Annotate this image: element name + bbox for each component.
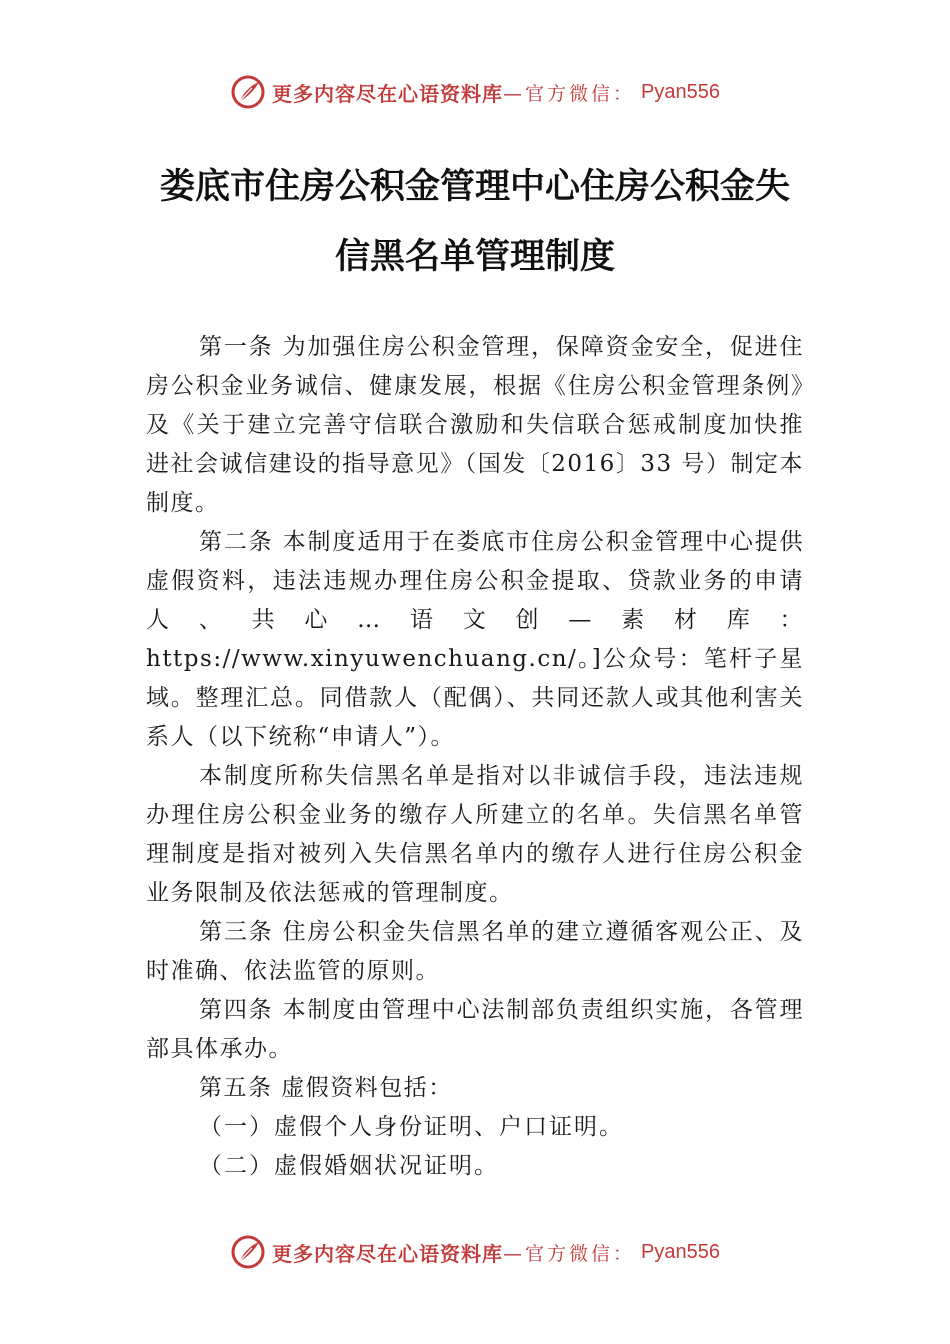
banner-slogan: 更多内容尽在心语资料库 [272, 1241, 503, 1266]
article-4-paragraph: 第四条 本制度由管理中心法制部负责组织实施，各管理部具体承办。 [146, 997, 804, 1062]
header-banner [0, 70, 950, 114]
title-line-2: 信黑名单管理制度 [334, 237, 615, 277]
banner-wechat-label: —官方微信： [503, 1242, 636, 1265]
list-item-1: （一）虚假个人身份证明、户口证明。 [199, 1114, 624, 1140]
feather-logo-icon [230, 1234, 266, 1270]
title-line-1: 娄底市住房公积金管理中心住房公积金失 [159, 167, 790, 207]
article-3-paragraph: 第三条 住房公积金失信黑名单的建立遵循客观公正、及时准确、依法监管的原则。 [146, 919, 804, 984]
banner-wechat-label: —官方微信： [503, 82, 636, 105]
article-5-paragraph: 第五条 虚假资料包括： [199, 1075, 453, 1101]
document-body [146, 328, 804, 1186]
footer-banner [0, 1230, 950, 1274]
feather-logo-icon [230, 74, 266, 110]
article-1-paragraph: 第一条 为加强住房公积金管理，保障资金安全，促进住房公积金业务诚信、健康发展，根据《住房公积金管理条例》及《关于建立完善守信联合激励和失信联合惩戒制度加快推进社会诚信建设的指导意见》（国发〔2016〕33 号）制定本制度。 [146, 334, 804, 516]
banner-slogan: 更多内容尽在心语资料库 [272, 81, 503, 106]
list-item-2: （二）虚假婚姻状况证明。 [199, 1153, 499, 1179]
banner-wechat-handle: Pyan556 [641, 80, 720, 103]
document-title [100, 152, 850, 292]
banner-wechat-handle: Pyan556 [641, 1240, 720, 1263]
blacklist-definition-paragraph: 本制度所称失信黑名单是指对以非诚信手段，违法违规办理住房公积金业务的缴存人所建立的名单。失信黑名单管理制度是指对被列入失信黑名单内的缴存人进行住房公积金业务限制及依法惩戒的管理制度。 [146, 763, 804, 906]
article-2-paragraph: 第二条 本制度适用于在娄底市住房公积金管理中心提供虚假资料，违法违规办理住房公积金提取、贷款业务的申请人、共心…语文创—素材库：https://www.xinyuwenchuang.cn/。]公众号：笔杆子星域。整理汇总。同借款人（配偶）、共同还款人或其他利害关系人（以下统称“申请人”）。 [146, 529, 804, 750]
